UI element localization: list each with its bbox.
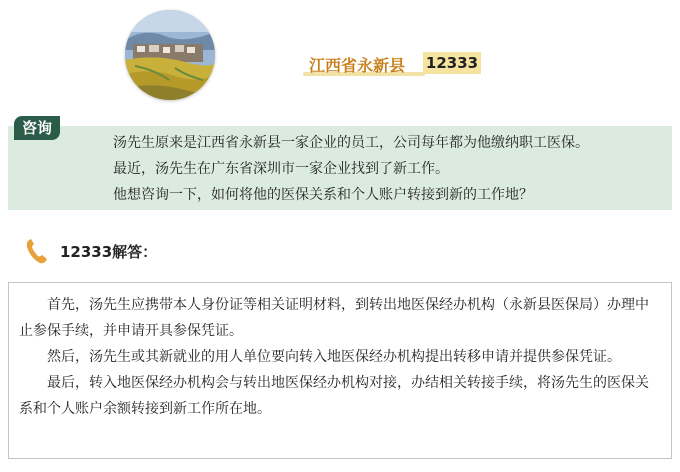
question-line: 汤先生原来是江西省永新县一家企业的员工，公司每年都为他缴纳职工医保。 bbox=[113, 135, 589, 151]
question-tag: 咨询 bbox=[14, 116, 60, 140]
answer-paragraph: 最后，转入地医保经办机构会与转出地医保经办机构对接，办结相关转接手续，将汤先生的医保关系和个人账户余额转接到新工作所在地。 bbox=[19, 375, 649, 417]
phone-icon bbox=[26, 238, 48, 264]
header-title: 江西省永新县 bbox=[309, 56, 406, 75]
question-text bbox=[113, 130, 589, 208]
answer-paragraph: 然后，汤先生或其新就业的用人单位要向转入地医保经办机构提出转移申请并提供参保凭证。 bbox=[47, 349, 621, 365]
hotline-badge: 12333 bbox=[423, 52, 481, 74]
answer-title: 12333解答： bbox=[60, 243, 158, 261]
village-photo bbox=[125, 10, 215, 100]
question-line: 最近，汤先生在广东省深圳市一家企业找到了新工作。 bbox=[113, 161, 449, 177]
answer-paragraph: 首先，汤先生应携带本人身份证等相关证明材料，到转出地医保经办机构（永新县医保局）办理中止参保手续，并申请开具参保凭证。 bbox=[19, 297, 649, 339]
answer-text bbox=[19, 292, 659, 422]
question-line: 他想咨询一下，如何将他的医保关系和个人账户转接到新的工作地？ bbox=[113, 187, 533, 203]
